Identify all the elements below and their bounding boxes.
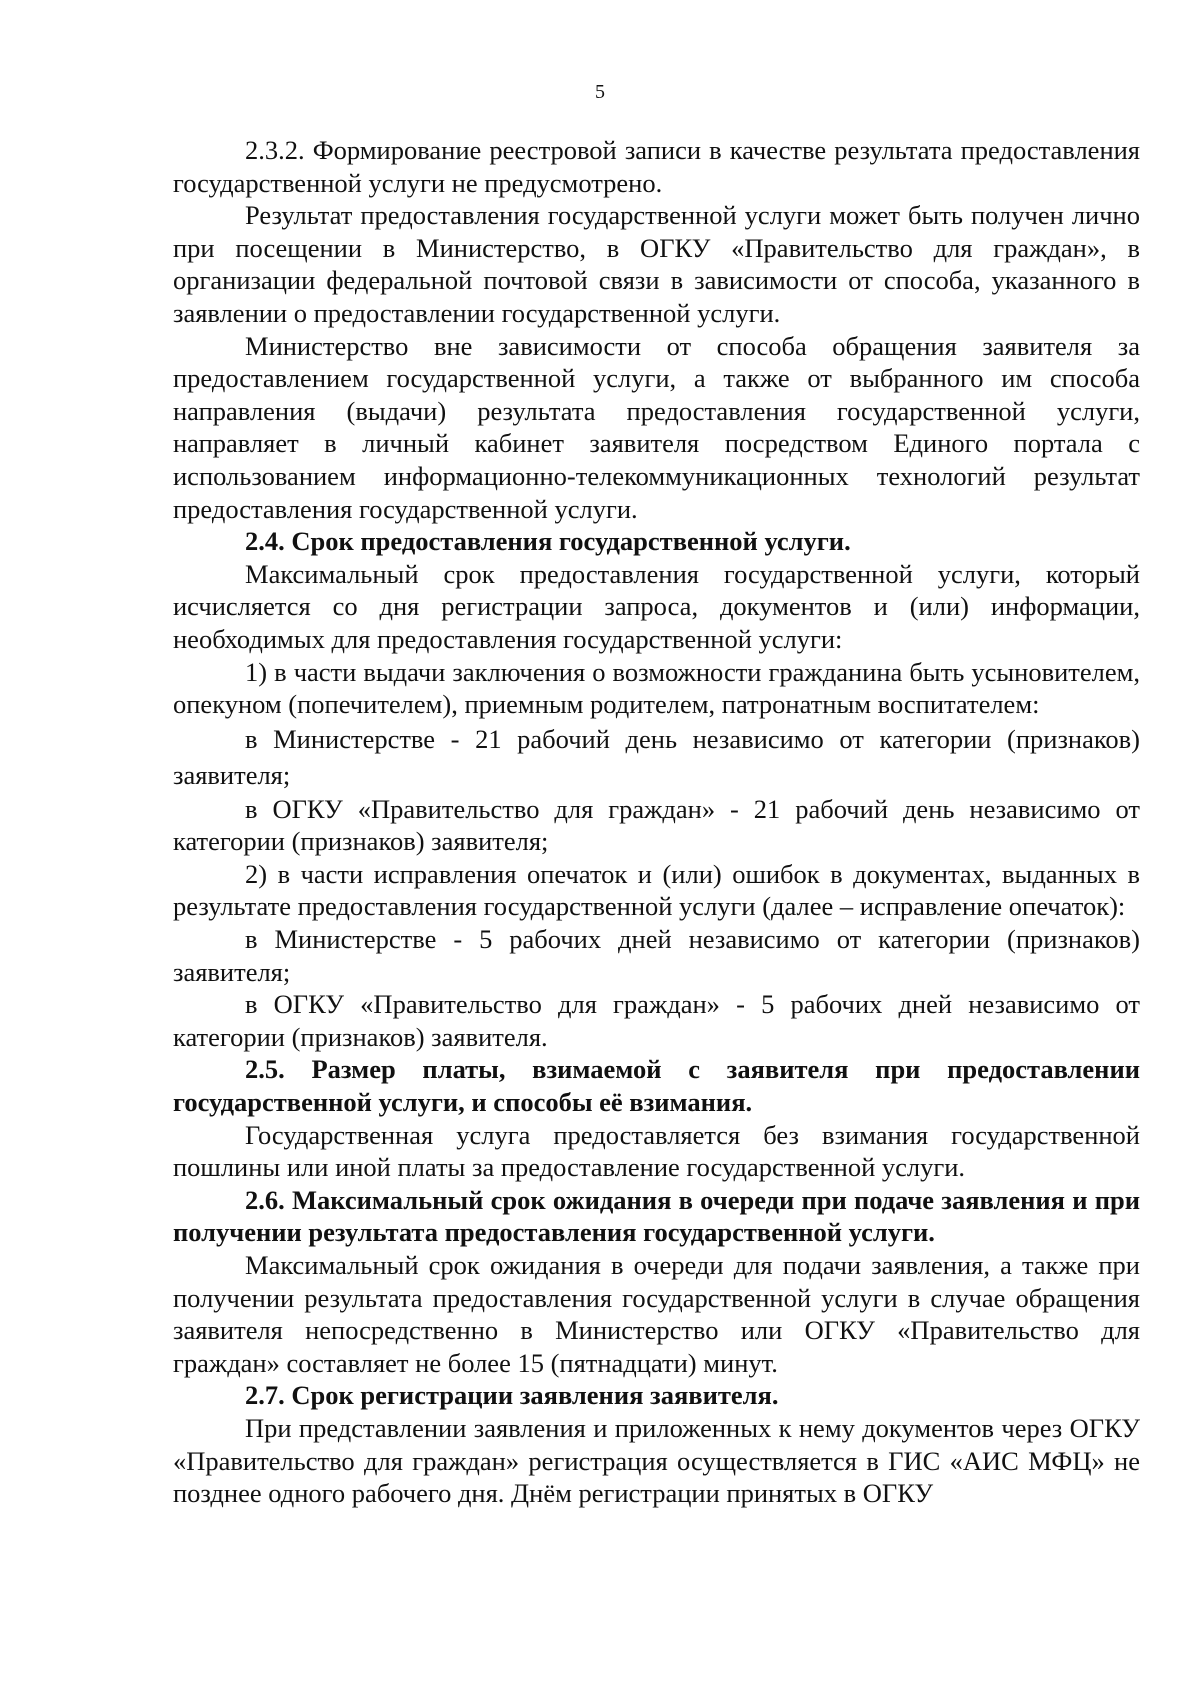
paragraph-max-term: Максимальный срок предоставления государственной услуги, который исчисляется со дня регистрации запроса, документов и (или) информации, необходимых для предоставления государственной услуги: [173,558,1140,654]
paragraph-ministry-direction: Министерство вне зависимости от способа обращения заявителя за предоставлением государственной услуги, а также от выбранного им способа направления (выдачи) результата предоставления государственной услуги, направляет в личный кабинет заявителя посредством Единого портала с использованием информационно-телекоммуникационных технологий результат предоставления государственной услуги. [173,330,1140,524]
paragraph-queue-time: Максимальный срок ожидания в очереди для подачи заявления, а также при получении результата предоставления государственной услуги в случае обращения заявителя непосредственно в Министерство или ОГКУ «Правительство для граждан» составляет не более 15 (пятнадцати) минут. [173,1250,1140,1378]
paragraph-2-3-2: 2.3.2. Формирование реестровой записи в качестве результата предоставления государственной услуги не предусмотрено. [173,135,1140,198]
paragraph-no-fee: Государственная услуга предоставляется без взимания государственной пошлины или иной платы за предоставление государственной услуги. [173,1119,1140,1183]
list-item-2: 2) в части исправления опечаток и (или) ошибок в документах, выданных в результате предоставления государственной услуги (далее – исправление опечаток): [173,858,1140,922]
page-number: 5 [595,81,605,103]
list-item-ministry-5: в Министерстве - 5 рабочих дней независимо от категории (признаков) заявителя; [173,924,1140,987]
heading-2-4: 2.4. Срок предоставления государственной услуги. [245,526,851,557]
heading-2-7: 2.7. Срок регистрации заявления заявителя. [245,1380,779,1411]
list-item-1: 1) в части выдачи заключения о возможности гражданина быть усыновителем, опекуном (попечителем), приемным родителем, патронатным воспитателем: [173,656,1140,720]
list-item-ogku-21: в ОГКУ «Правительство для граждан» - 21 рабочий день независимо от категории (признаков) заявителя; [173,793,1140,857]
heading-2-5: 2.5. Размер платы, взимаемой с заявителя при предоставлении государственной услуги, и способы её взимания. [173,1054,1140,1118]
paragraph-registration: При представлении заявления и приложенных к нему документов через ОГКУ «Правительство для граждан» регистрация осуществляется в ГИС «АИС МФЦ» не позднее одного рабочего дня. Днём регистрации принятых в ОГКУ [173,1412,1140,1509]
list-item-ogku-5: в ОГКУ «Правительство для граждан» - 5 рабочих дней независимо от категории (признаков) заявителя. [173,989,1140,1052]
paragraph-result-receipt: Результат предоставления государственной услуги может быть получен лично при посещении в Министерство, в ОГКУ «Правительство для граждан», в организации федеральной почтовой связи в зависимости от способа, указанного в заявлении о предоставлении государственной услуги. [173,200,1140,328]
document-body [173,134,1140,1510]
list-item-ministry-21: в Министерстве - 21 рабочий день независимо от категории (признаков) заявителя; [173,723,1140,790]
heading-2-6: 2.6. Максимальный срок ожидания в очереди при подаче заявления и при получении результата предоставления государственной услуги. [173,1184,1140,1248]
